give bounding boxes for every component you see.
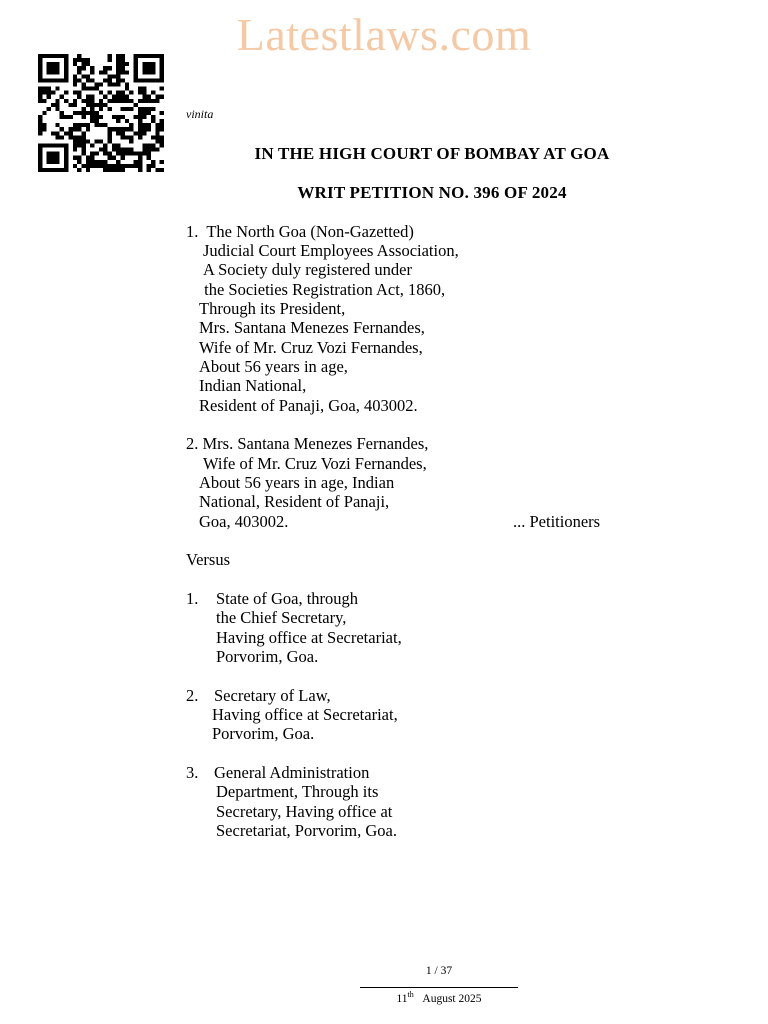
respondent-1-line: Having office at Secretariat, (216, 628, 402, 647)
respondent-1-line: State of Goa, through (216, 589, 359, 608)
petitioner-2-line: About 56 years in age, Indian (199, 473, 395, 492)
respondent-2-line: Secretary of Law, (214, 686, 331, 705)
respondent-3-line: Secretary, Having office at (216, 802, 393, 821)
petitioner-2-line: 2. Mrs. Santana Menezes Fernandes, (186, 434, 429, 453)
footer-month-year: August 2025 (422, 992, 482, 1005)
respondent-number: 2. (186, 686, 199, 705)
watermark: Latestlaws.com (236, 9, 532, 60)
footer-day: 11 (396, 992, 408, 1005)
petitioner-1-line: Mrs. Santana Menezes Fernandes, (199, 318, 425, 337)
court-heading: IN THE HIGH COURT OF BOMBAY AT GOA (254, 144, 610, 163)
petitioner-1-line: Wife of Mr. Cruz Vozi Fernandes, (199, 338, 423, 357)
petitioner-1-line: Judicial Court Employees Association, (203, 241, 459, 260)
respondent-2-line: Porvorim, Goa. (212, 724, 315, 743)
petitioner-1-line: 1. The North Goa (Non-Gazetted) (186, 222, 414, 241)
page-number: 1 / 37 (425, 965, 453, 977)
petitioner-2-line: Goa, 403002. (199, 512, 289, 531)
signer-name: vinita (186, 107, 214, 121)
versus-label: Versus (186, 550, 230, 569)
respondent-number: 1. (186, 589, 199, 608)
respondent-3-line: Secretariat, Porvorim, Goa. (216, 821, 397, 840)
petitioner-2-line: National, Resident of Panaji, (199, 492, 390, 511)
petitioner-1-line: A Society duly registered under (203, 260, 412, 279)
footer-date (360, 990, 518, 1005)
respondent-number: 3. (186, 763, 199, 782)
petitioner-1-line: Through its President, (199, 299, 346, 318)
respondent-1-line: the Chief Secretary, (216, 608, 347, 627)
petitioner-2-line: Wife of Mr. Cruz Vozi Fernandes, (203, 454, 427, 473)
petitioners-label: ... Petitioners (513, 512, 601, 531)
footer-day-suffix: th (407, 990, 414, 999)
petitioner-1-line: About 56 years in age, (199, 357, 348, 376)
petitioner-1-line: the Societies Registration Act, 1860, (200, 280, 446, 299)
footer-divider (360, 987, 518, 988)
respondent-2-line: Having office at Secretariat, (212, 705, 398, 724)
respondent-1-line: Porvorim, Goa. (216, 647, 319, 666)
petitioner-1-line: Resident of Panaji, Goa, 403002. (199, 396, 418, 415)
respondent-3-line: General Administration (214, 763, 370, 782)
respondent-3-line: Department, Through its (216, 782, 379, 801)
petition-number: WRIT PETITION NO. 396 OF 2024 (297, 183, 567, 202)
petitioner-1-line: Indian National, (199, 376, 307, 395)
